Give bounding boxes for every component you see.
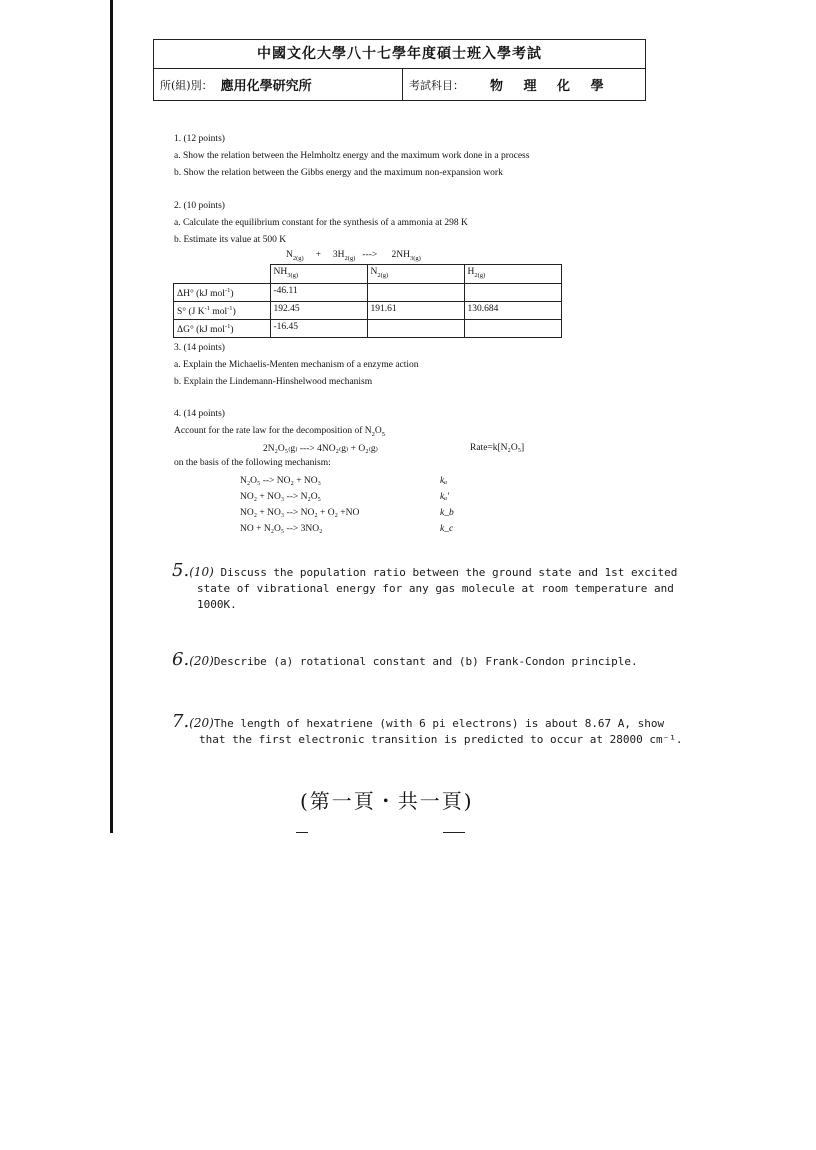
question-6-line-1: 6.(20)Describe (a) rotational constant and (b) Frank-Condon principle. [172,649,638,670]
question-3a: a. Explain the Michaelis-Menten mechanism of a enzyme action [174,360,419,370]
table-corner [174,265,271,284]
reactant-h2-phase: 2(g) [344,254,356,262]
exam-header [153,39,646,101]
table-cell: 130.684 [464,302,561,320]
table-row [174,320,562,338]
question-1a: a. Show the relation between the Helmholtz energy and the maximum work done in a process [174,151,530,161]
table-header-nh3: $NH_{3(g)}$ [270,265,367,284]
department-value: 應用化學研究所 [220,79,312,94]
exam-title: 中國文化大學八十七學年度碩士班入學考試 [154,40,645,69]
department-cell [154,69,403,100]
question-4-intro: Account for the rate law for the decomposition of $N_2O_5$ [174,426,385,438]
overall-reaction: 2N₂O₅₍g₎ ---> 4NO₂₍g₎ + O₂₍g₎ [263,444,379,454]
header-info-row [154,69,645,100]
synthesis-reaction [286,250,421,262]
reactant-n2: N [286,250,293,260]
table-cell: -16.45 [270,320,367,338]
scan-mark [296,832,308,833]
thermo-data-table [173,264,562,338]
question-1 [174,131,529,182]
mechanism-intro: on the basis of the following mechanism: [174,458,331,468]
subject-cell [403,69,612,100]
question-7-number: 7. [172,711,190,732]
question-7-line-2: that the first electronic transition is predicted to occur at 28000 cm⁻¹. [199,733,683,746]
subject-value: 物 理 化 學 [490,79,612,94]
reaction-arrow: ---> [362,250,378,260]
page-footer: (第一頁・共一頁) [300,789,474,813]
table-cell: 192.45 [270,302,367,320]
mechanism-step: N₂O₅ --> NO₂ + NO₃ kₐ [240,476,447,486]
question-5-line-2: state of vibrational energy for any gas molecule at room temperature and [197,582,674,595]
question-2 [174,198,468,249]
scan-mark [443,832,465,833]
question-6-points: (20) [189,654,214,668]
table-row [174,302,562,320]
reactant-n2-phase: 2(g) [292,254,304,262]
department-label: 所(組)別： [160,78,213,92]
table-cell: -46.11 [270,283,367,301]
mechanism-steps [240,473,454,537]
question-1-heading: 1. (12 points) [174,134,225,144]
question-5-line-1: 5.(10) Discuss the population ratio between the ground state and 1st excited [172,560,678,581]
subject-label: 考試科目： [409,78,464,92]
table-cell [367,320,464,338]
question-2b: b. Estimate its value at 500 K [174,235,287,245]
row-label-entropy: S° (J $K^{-1}$ mol$^{-1}$) [174,302,271,320]
question-4 [174,406,385,443]
question-5-points: (10) [189,565,214,579]
table-cell [464,283,561,301]
question-5-line-3: 1000K. [197,598,237,611]
question-3 [174,340,419,391]
product-nh3-phase: 3(g) [410,254,421,262]
table-cell [367,283,464,301]
rate-law: Rate=k[N₂O₅] [470,443,525,453]
question-5 [172,560,678,613]
question-7-line-1: 7.(20)The length of hexatriene (with 6 pi electrons) is about 8.67 A, show [172,711,665,732]
question-2-heading: 2. (10 points) [174,201,225,211]
question-1b: b. Show the relation between the Gibbs energy and the maximum non-expansion work [174,168,503,178]
table-header-n2: $N_{2(g)}$ [367,265,464,284]
product-nh3: 2NH [391,250,411,260]
row-label-enthalpy: ΔH° (kJ mol$^{-1}$) [174,283,271,301]
table-cell [464,320,561,338]
table-row [174,283,562,301]
question-7-points: (20) [189,716,214,730]
mechanism-step: NO + N₂O₅ --> 3NO₂ k_c [240,524,454,534]
question-3b: b. Explain the Lindemann-Hinshelwood mechanism [174,377,373,387]
question-7 [172,711,683,748]
question-6 [172,649,638,670]
table-header-row [174,265,562,284]
question-5-number: 5. [172,560,190,581]
row-label-gibbs: ΔG° (kJ mol$^{-1}$) [174,320,271,338]
reactant-h2: 3H [332,250,345,260]
question-2a: a. Calculate the equilibrium constant for the synthesis of a ammonia at 298 K [174,218,468,228]
question-6-number: 6. [172,649,190,670]
scan-margin-line [110,0,113,833]
question-4-heading: 4. (14 points) [174,409,225,419]
mechanism-step: NO₂ + NO₃ --> NO₂ + O₂ +NO k_b [240,508,454,518]
table-header-h2: $H_{2(g)}$ [464,265,561,284]
mechanism-step: NO₂ + NO₃ --> N₂O₅ kₐ' [240,492,450,502]
table-cell: 191.61 [367,302,464,320]
plus-sign: + [315,250,321,260]
question-3-heading: 3. (14 points) [174,343,225,353]
